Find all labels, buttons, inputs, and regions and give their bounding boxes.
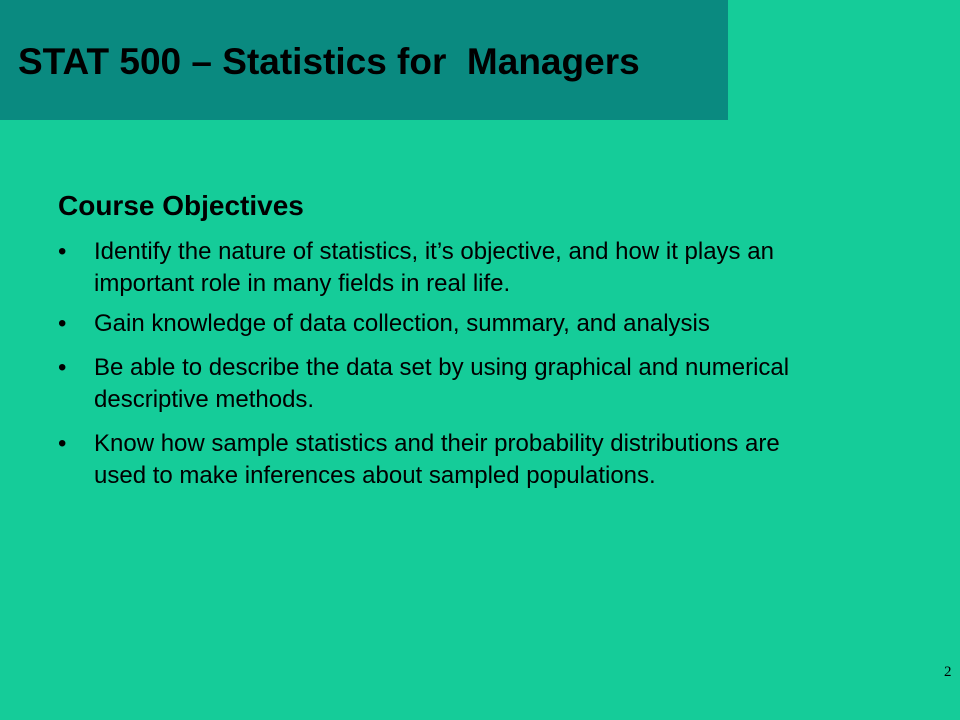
objective-text: Know how sample statistics and their probability distributions are used to make inferences about sampled populations. bbox=[94, 430, 780, 489]
objective-text: Identify the nature of statistics, it’s objective, and how it plays an important role in many fields in real life. bbox=[94, 238, 774, 297]
objective-text: Gain knowledge of data collection, summary, and analysis bbox=[94, 310, 710, 337]
bullet-marker: • bbox=[58, 354, 67, 381]
objective-item bbox=[58, 428, 828, 492]
bullet-marker: • bbox=[58, 430, 67, 457]
title-band bbox=[0, 0, 728, 120]
bullet-marker: • bbox=[58, 310, 67, 337]
objective-item bbox=[58, 236, 828, 300]
page-number: 2 bbox=[944, 664, 952, 680]
objective-text: Be able to describe the data set by using graphical and numerical descriptive methods. bbox=[94, 354, 790, 413]
slide-title: STAT 500 – Statistics for Managers bbox=[18, 41, 640, 82]
objective-item bbox=[58, 308, 828, 340]
bullet-marker: • bbox=[58, 238, 67, 265]
objectives-list bbox=[58, 236, 828, 492]
objective-item bbox=[58, 352, 828, 416]
section-heading: Course Objectives bbox=[58, 190, 304, 221]
slide-content bbox=[58, 184, 828, 500]
